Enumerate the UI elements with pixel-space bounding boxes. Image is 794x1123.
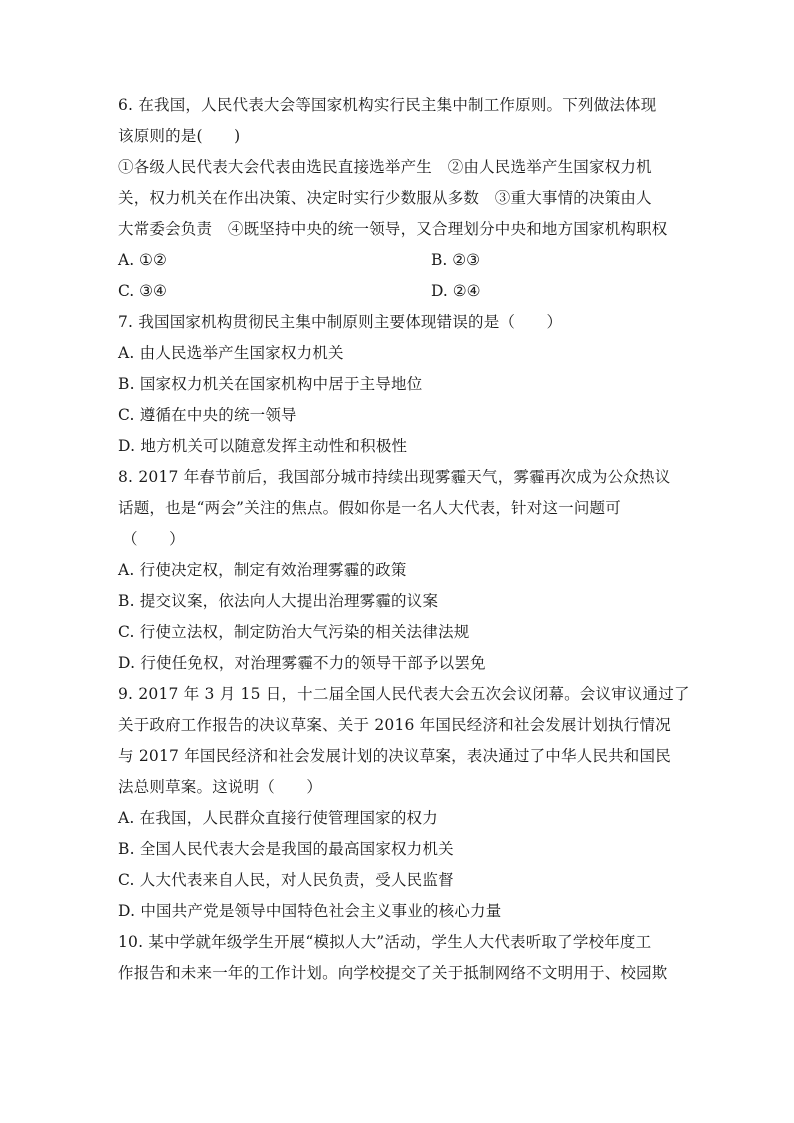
question-9-stem-line-3: 与 2017 年国民经济和社会发展计划的决议草案，表决通过了中华人民共和国民 xyxy=(118,747,671,765)
question-7-option-a: A. 由人民选举产生国家权力机关 xyxy=(118,344,344,362)
option-a: A. ①② xyxy=(118,251,167,269)
question-8-answer-blank: （ ） xyxy=(122,530,185,548)
question-8-option-b: B. 提交议案，依法向人大提出治理雾霾的议案 xyxy=(118,592,439,610)
question-8-stem-line-1: 8. 2017 年春节前后，我国部分城市持续出现雾霾天气，雾霾再次成为公众热议 xyxy=(118,468,671,486)
question-6-item-line-2: 关，权力机关在作出决策、决定时实行少数服从多数 ③重大事情的决策由人 xyxy=(118,189,652,207)
question-9-option-d: D. 中国共产党是领导中国特色社会主义事业的核心力量 xyxy=(118,902,502,920)
question-6-stem-line-2: 该原则的是( ) xyxy=(118,127,241,145)
question-9-option-b: B. 全国人民代表大会是我国的最高国家权力机关 xyxy=(118,840,454,858)
document-page xyxy=(118,90,690,989)
question-6-options-row-2 xyxy=(118,276,678,307)
question-7-stem: 7. 我国国家机构贯彻民主集中制原则主要体现错误的是（ ） xyxy=(118,313,563,331)
question-8-option-d: D. 行使任免权，对治理雾霾不力的领导干部予以罢免 xyxy=(118,654,486,672)
question-6-item-line-3: 大常委会负责 ④既坚持中央的统一领导，又合理划分中央和地方国家机构职权 xyxy=(118,220,668,238)
option-b: B. ②③ xyxy=(431,251,481,269)
question-10-stem-line-2: 作报告和未来一年的工作计划。向学校提交了关于抵制网络不文明用于、校园欺 xyxy=(118,964,668,982)
question-9 xyxy=(118,679,690,927)
question-7-option-d: D. 地方机关可以随意发挥主动性和积极性 xyxy=(118,437,408,455)
question-9-stem-line-2: 关于政府工作报告的决议草案、关于 2016 年国民经济和社会发展计划执行情况 xyxy=(118,716,671,734)
question-6 xyxy=(118,90,678,307)
question-9-option-a: A. 在我国，人民群众直接行使管理国家的权力 xyxy=(118,809,438,827)
question-9-option-c: C. 人大代表来自人民，对人民负责，受人民监督 xyxy=(118,871,454,889)
question-8-option-c: C. 行使立法权，制定防治大气污染的相关法律法规 xyxy=(118,623,470,641)
question-6-stem-line-1: 6. 在我国，人民代表大会等国家机构实行民主集中制工作原则。下列做法体现 xyxy=(118,96,657,114)
question-7-option-c: C. 遵循在中央的统一领导 xyxy=(118,406,297,424)
question-9-stem-line-1: 9. 2017 年 3 月 15 日，十二届全国人民代表大会五次会议闭幕。会议审议通过了 xyxy=(118,685,690,703)
question-8-stem-line-2: 话题，也是“两会”关注的焦点。假如你是一名人大代表，针对这一问题可 xyxy=(118,499,621,517)
question-10-stem-line-1: 10. 某中学就年级学生开展“模拟人大”活动，学生人大代表听取了学校年度工 xyxy=(118,933,652,951)
question-8 xyxy=(118,462,678,679)
option-d: D. ②④ xyxy=(431,282,481,300)
question-6-options-row-1 xyxy=(118,245,678,276)
question-7-option-b: B. 国家权力机关在国家机构中居于主导地位 xyxy=(118,375,423,393)
question-6-item-line-1: ①各级人民代表大会代表由选民直接选举产生 ②由人民选举产生国家权力机 xyxy=(118,158,652,176)
question-9-stem-line-4: 法总则草案。这说明（ ） xyxy=(118,778,323,796)
question-10 xyxy=(118,927,678,989)
question-7 xyxy=(118,307,678,462)
question-8-option-a: A. 行使决定权，制定有效治理雾霾的政策 xyxy=(118,561,407,579)
option-c: C. ③④ xyxy=(118,282,167,300)
